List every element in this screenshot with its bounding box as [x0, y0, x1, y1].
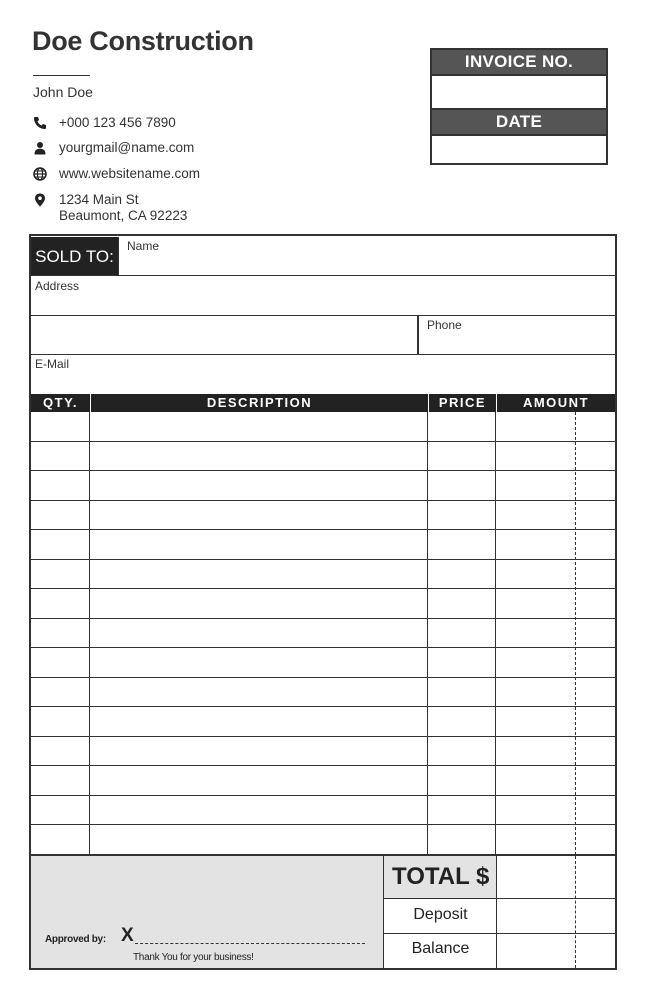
price-cell[interactable] — [428, 648, 496, 677]
amount-cell[interactable] — [496, 648, 615, 677]
price-cell[interactable] — [428, 825, 496, 855]
col-qty-header: QTY. — [43, 395, 78, 410]
table-row — [31, 825, 615, 855]
cents-separator — [575, 412, 576, 855]
amount-cell[interactable] — [496, 619, 615, 647]
header-separator — [496, 394, 497, 412]
qty-cell[interactable] — [31, 530, 90, 559]
description-cell[interactable] — [90, 560, 428, 588]
description-cell[interactable] — [90, 825, 428, 855]
description-cell[interactable] — [90, 501, 428, 529]
sold-to-divider — [118, 237, 119, 275]
qty-cell[interactable] — [31, 707, 90, 736]
amount-cell[interactable] — [496, 412, 615, 441]
col-amount-header: AMOUNT — [522, 395, 590, 410]
description-cell[interactable] — [90, 737, 428, 765]
qty-cell[interactable] — [31, 648, 90, 677]
amount-cell[interactable] — [496, 501, 615, 529]
qty-cell[interactable] — [31, 501, 90, 529]
invoice-no-field[interactable] — [432, 74, 606, 110]
qty-cell[interactable] — [31, 678, 90, 706]
description-cell[interactable] — [90, 766, 428, 795]
address-field-2[interactable] — [31, 316, 417, 354]
qty-cell[interactable] — [31, 412, 90, 441]
description-cell[interactable] — [90, 619, 428, 647]
phone-field[interactable] — [420, 316, 615, 354]
amount-cell[interactable] — [496, 737, 615, 765]
price-cell[interactable] — [428, 501, 496, 529]
invoice-meta-box — [430, 48, 608, 165]
phone-icon — [33, 116, 47, 130]
table-row — [31, 560, 615, 589]
amount-cell[interactable] — [496, 707, 615, 736]
balance-field[interactable] — [497, 934, 615, 968]
table-row — [31, 442, 615, 471]
amount-cell[interactable] — [496, 560, 615, 588]
address-label: Address — [35, 279, 80, 293]
table-header — [31, 394, 615, 412]
table-row — [31, 501, 615, 530]
amount-cell[interactable] — [496, 825, 615, 855]
description-cell[interactable] — [90, 471, 428, 500]
amount-cell[interactable] — [496, 796, 615, 824]
table-row — [31, 707, 615, 737]
globe-icon — [33, 167, 47, 181]
description-cell[interactable] — [90, 412, 428, 441]
total-field[interactable] — [497, 856, 615, 898]
amount-cell[interactable] — [496, 766, 615, 795]
description-cell[interactable] — [90, 796, 428, 824]
description-cell[interactable] — [90, 707, 428, 736]
signature-x: X — [121, 925, 134, 946]
table-row — [31, 619, 615, 648]
user-icon — [33, 141, 47, 155]
address-line-1: 1234 Main St — [59, 192, 139, 207]
price-cell[interactable] — [428, 796, 496, 824]
header-separator — [90, 394, 91, 412]
signature-line[interactable] — [135, 943, 365, 944]
table-row — [31, 766, 615, 796]
qty-cell[interactable] — [31, 796, 90, 824]
amount-cell[interactable] — [496, 530, 615, 559]
email-text: yourgmail@name.com — [59, 140, 195, 155]
qty-cell[interactable] — [31, 737, 90, 765]
approved-by-label: Approved by: — [45, 934, 106, 945]
description-cell[interactable] — [90, 530, 428, 559]
sold-to-label: SOLD TO: — [31, 237, 118, 275]
price-cell[interactable] — [428, 442, 496, 470]
email-label: E-Mail — [35, 357, 70, 371]
total-label: TOTAL $ — [392, 863, 490, 890]
col-description-header: DESCRIPTION — [206, 395, 313, 410]
qty-cell[interactable] — [31, 766, 90, 795]
name-field[interactable] — [120, 237, 615, 275]
price-cell[interactable] — [428, 560, 496, 588]
price-cell[interactable] — [428, 589, 496, 618]
price-cell[interactable] — [428, 737, 496, 765]
col-price-header: PRICE — [438, 395, 487, 410]
qty-cell[interactable] — [31, 825, 90, 855]
contact-email — [33, 140, 194, 156]
description-cell[interactable] — [90, 589, 428, 618]
contact-website — [33, 166, 200, 182]
price-cell[interactable] — [428, 619, 496, 647]
qty-cell[interactable] — [31, 619, 90, 647]
line-items — [31, 412, 615, 855]
price-cell[interactable] — [428, 530, 496, 559]
owner-name: John Doe — [33, 84, 93, 100]
date-field[interactable] — [432, 136, 606, 167]
price-cell[interactable] — [428, 471, 496, 500]
description-cell[interactable] — [90, 648, 428, 677]
table-row — [31, 530, 615, 560]
address-text — [59, 192, 187, 224]
description-cell[interactable] — [90, 678, 428, 706]
phone-divider — [417, 316, 419, 354]
title-rule — [33, 75, 90, 76]
price-cell[interactable] — [428, 412, 496, 441]
map-pin-icon — [33, 193, 47, 207]
email-field[interactable] — [31, 355, 615, 394]
address-field[interactable] — [31, 276, 615, 315]
qty-cell[interactable] — [31, 471, 90, 500]
amount-cell[interactable] — [496, 678, 615, 706]
name-label: Name — [127, 239, 160, 253]
website-text: www.websitename.com — [59, 166, 201, 181]
qty-cell[interactable] — [31, 442, 90, 470]
table-row — [31, 471, 615, 501]
thank-you-text: Thank You for your business! — [133, 952, 254, 963]
amount-cell[interactable] — [496, 442, 615, 470]
deposit-label: Deposit — [413, 906, 468, 923]
amount-cell[interactable] — [496, 471, 615, 500]
deposit-field[interactable] — [497, 899, 615, 933]
phone-text: +000 123 456 7890 — [59, 115, 176, 130]
price-cell[interactable] — [428, 678, 496, 706]
address-line-2: Beaumont, CA 92223 — [59, 208, 188, 223]
table-row — [31, 796, 615, 825]
table-row — [31, 678, 615, 707]
invoice-no-label: INVOICE NO. — [432, 50, 606, 74]
qty-cell[interactable] — [31, 560, 90, 588]
cents-separator — [575, 856, 576, 968]
company-name: Doe Construction — [32, 26, 254, 56]
date-label: DATE — [432, 110, 606, 136]
price-cell[interactable] — [428, 766, 496, 795]
contact-address — [33, 192, 187, 224]
table-row — [31, 589, 615, 619]
table-row — [31, 737, 615, 766]
price-cell[interactable] — [428, 707, 496, 736]
phone-label: Phone — [427, 318, 462, 332]
qty-cell[interactable] — [31, 589, 90, 618]
table-row — [31, 648, 615, 678]
description-cell[interactable] — [90, 442, 428, 470]
amount-cell[interactable] — [496, 589, 615, 618]
header-separator — [428, 394, 429, 412]
balance-label: Balance — [411, 940, 470, 957]
contact-phone — [33, 115, 176, 131]
table-row — [31, 412, 615, 442]
